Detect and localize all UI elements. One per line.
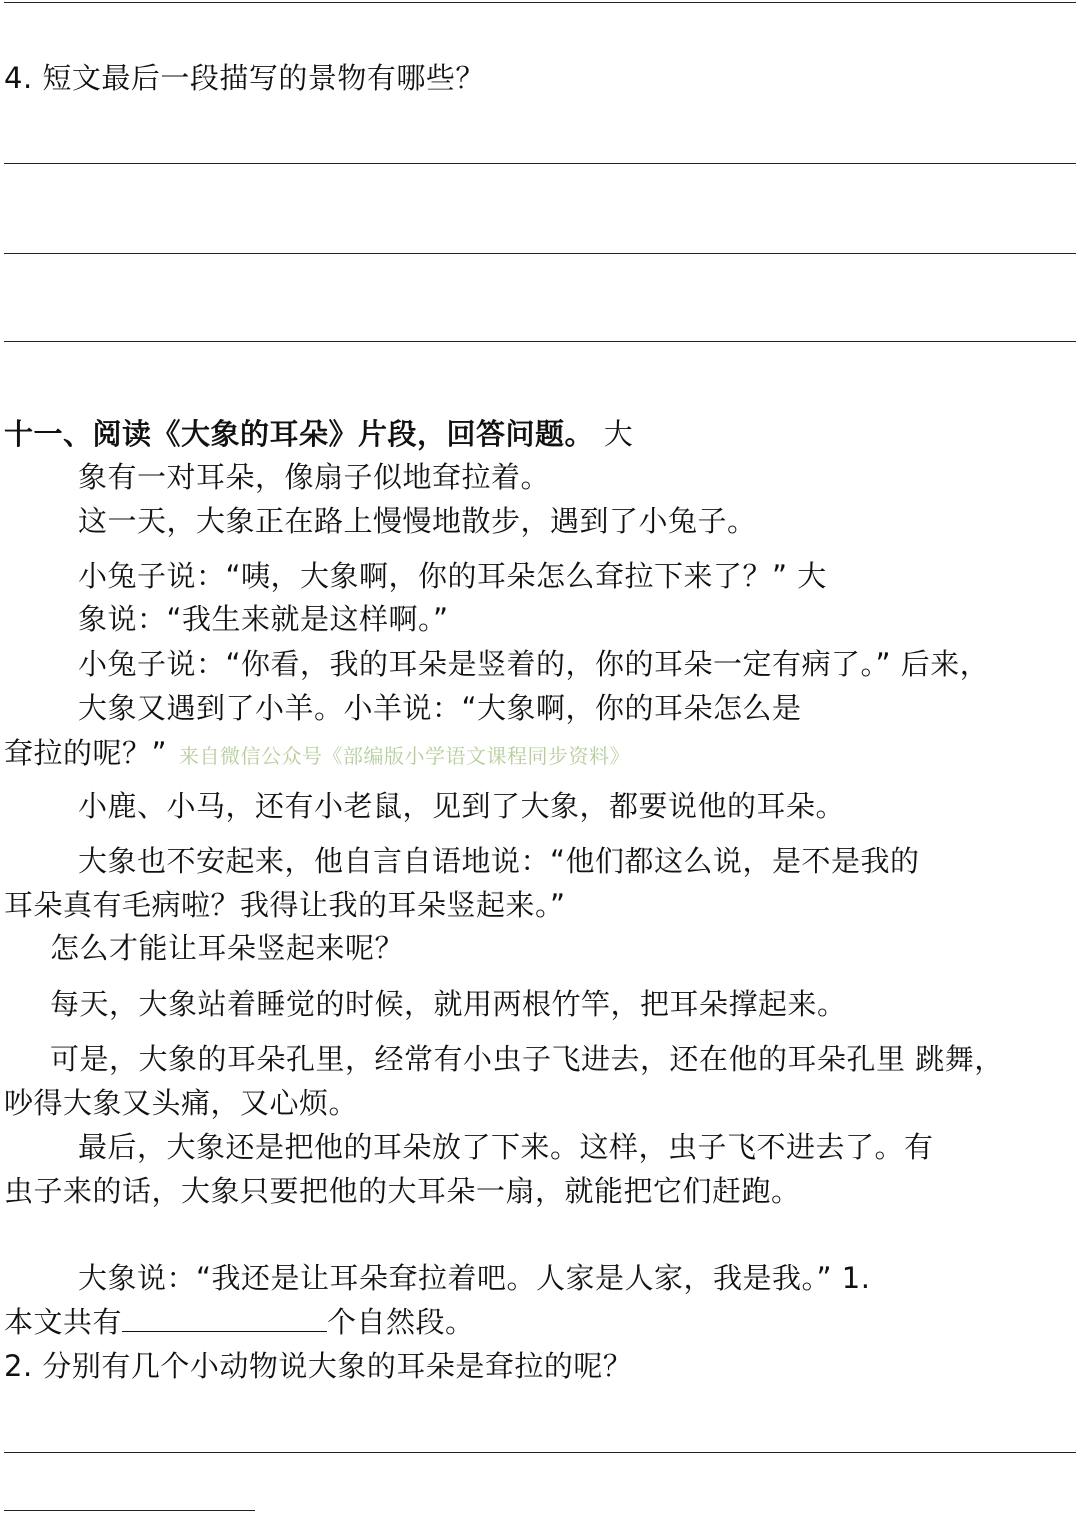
answer-line[interactable] bbox=[4, 1452, 1076, 1453]
answer-line[interactable] bbox=[4, 341, 1076, 342]
paragraph-line: 小鹿、小马，还有小老鼠，见到了大象，都要说他的耳朵。 bbox=[78, 789, 846, 823]
text-fragment: 耷拉的呢？” bbox=[4, 736, 168, 770]
paragraph-line: 大象说：“我还是让耳朵耷拉着吧。人家是人家，我是我。” 1. bbox=[78, 1261, 871, 1295]
watermark: 来自微信公众号《部编版小学语文课程同步资料》 bbox=[179, 744, 631, 768]
paragraph-line: 吵得大象又头痛，又心烦。 bbox=[4, 1086, 359, 1120]
section-title: 十一、阅读《大象的耳朵》片段，回答问题。 bbox=[4, 417, 595, 451]
text-fragment: 个自然段。 bbox=[327, 1305, 475, 1339]
text-fragment: 本文共有 bbox=[4, 1305, 123, 1339]
paragraph-line: 可是，大象的耳朵孔里，经常有小虫子飞进去，还在他的耳朵孔里 跳舞， bbox=[50, 1042, 1004, 1076]
answer-line bbox=[4, 2, 1076, 3]
text-fragment: 大 bbox=[603, 417, 634, 451]
paragraph-line: 象有一对耳朵，像扇子似地耷拉着。 bbox=[78, 460, 551, 494]
section-heading bbox=[4, 416, 633, 452]
fill-blank[interactable] bbox=[122, 1305, 327, 1332]
paragraph-line: 大象又遇到了小羊。小羊说：“大象啊，你的耳朵怎么是 bbox=[78, 691, 802, 725]
paragraph-line: 每天，大象站着睡觉的时候，就用两根竹竿，把耳朵撑起来。 bbox=[50, 987, 847, 1021]
question-2: 2. 分别有几个小动物说大象的耳朵是耷拉的呢？ bbox=[4, 1349, 633, 1383]
paragraph-line: 大象也不安起来，他自言自语地说：“他们都这么说，是不是我的 bbox=[78, 844, 920, 878]
answer-line[interactable] bbox=[4, 253, 1076, 254]
paragraph-line: 象说：“我生来就是这样啊。” bbox=[78, 602, 449, 636]
answer-line[interactable] bbox=[4, 163, 1076, 164]
paragraph-line: 这一天，大象正在路上慢慢地散步，遇到了小兔子。 bbox=[78, 504, 757, 538]
question-1 bbox=[4, 1304, 475, 1340]
paragraph-line: 最后，大象还是把他的耳朵放了下来。这样，虫子飞不进去了。有 bbox=[78, 1130, 934, 1164]
paragraph-line: 小兔子说：“咦，大象啊，你的耳朵怎么耷拉下来了？” 大 bbox=[78, 559, 827, 593]
paragraph-line: 虫子来的话，大象只要把他的大耳朵一扇，就能把它们赶跑。 bbox=[4, 1174, 801, 1208]
paragraph-line bbox=[4, 735, 630, 774]
paragraph-line: 耳朵真有毛病啦？我得让我的耳朵竖起来。” bbox=[4, 888, 566, 922]
paragraph-line: 小兔子说：“你看，我的耳朵是竖着的，你的耳朵一定有病了。” 后来， bbox=[78, 647, 990, 681]
paragraph-line: 怎么才能让耳朵竖起来呢？ bbox=[50, 931, 405, 965]
question-4: 4. 短文最后一段描写的景物有哪些？ bbox=[4, 61, 485, 95]
answer-line[interactable] bbox=[4, 1510, 255, 1511]
